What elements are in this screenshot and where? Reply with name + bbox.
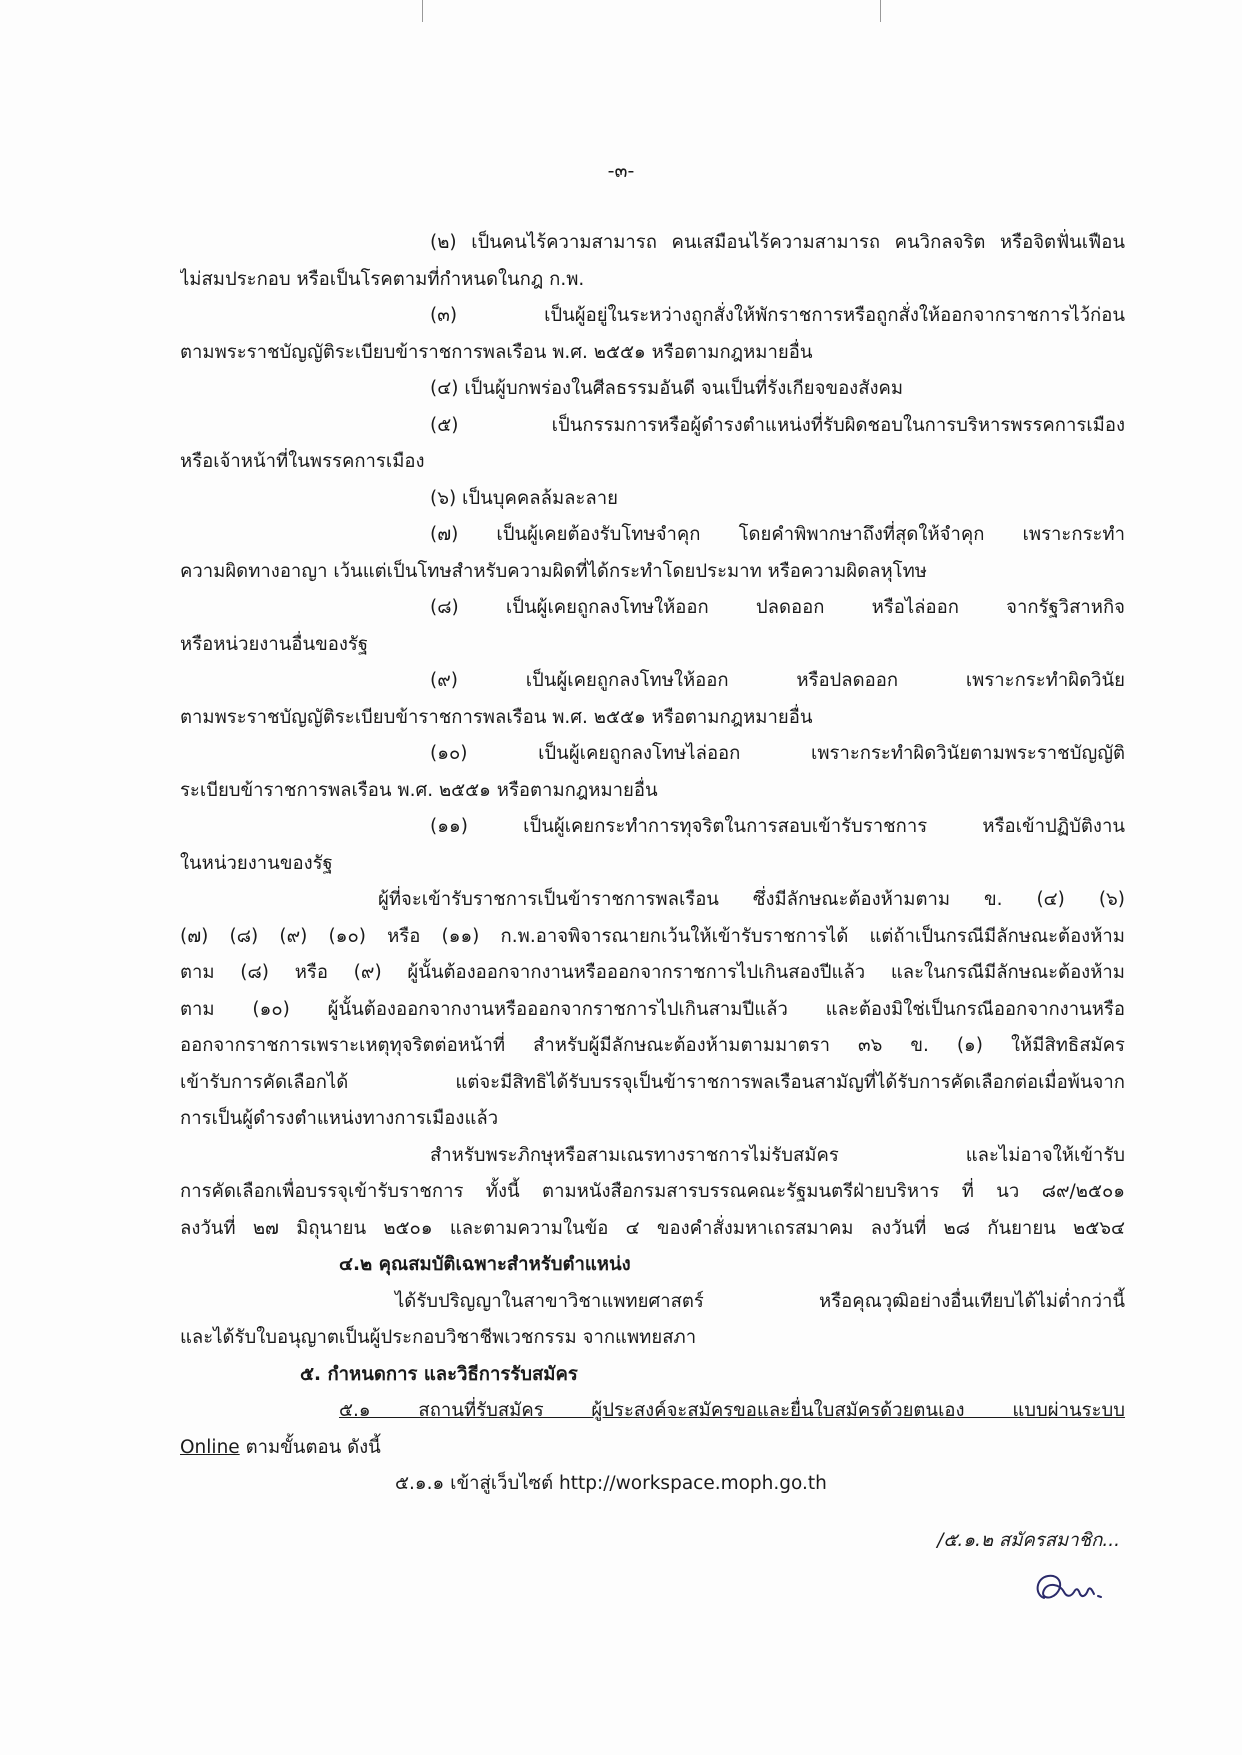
text-line: (๔) เป็นผู้บกพร่องในศีลธรรมอันดี จนเป็นที่รังเกียจของสังคม (430, 378, 904, 399)
text-line: ตามพระราชบัญญัติระเบียบข้าราชการพลเรือน พ.ศ. ๒๕๕๑ หรือตามกฎหมายอื่น (180, 706, 813, 728)
text-line: ความผิดทางอาญา เว้นแต่เป็นโทษสำหรับความผิดที่ได้กระทำโดยประมาท หรือความผิดลหุโทษ (180, 560, 927, 582)
text-line: (๗) (๘) (๙) (๑๐) หรือ (๑๑) ก.พ.อาจพิจารณายกเว้นให้เข้ารับราชการได้ แต่ถ้าเป็นกรณีมีลักษณะต้องห้าม (180, 925, 1125, 947)
text-line: ได้รับปริญญาในสาขาวิชาแพทยศาสตร์ หรือคุณวุฒิอย่างอื่นเทียบได้ไม่ต่ำกว่านี้ (395, 1290, 1125, 1312)
text-line: ตาม (๑๐) ผู้นั้นต้องออกจากงานหรือออกจากราชการไปเกินสามปีแล้ว และต้องมิใช่เป็นกรณีออกจากงานหรือ (180, 998, 1125, 1020)
text-line: ตามพระราชบัญญัติระเบียบข้าราชการพลเรือน พ.ศ. ๒๕๕๑ หรือตามกฎหมายอื่น (180, 341, 813, 363)
text-line: ออกจากราชการเพราะเหตุทุจริตต่อหน้าที่ สำหรับผู้มีลักษณะต้องห้ามตามมาตรา ๓๖ ข. (๑) ให้มีสิทธิสมัคร (180, 1035, 1125, 1056)
text-line: ในหน่วยงานของรัฐ (180, 852, 333, 874)
text-line: หรือเจ้าหน้าที่ในพรรคการเมือง (180, 451, 425, 472)
text-line: ระเบียบข้าราชการพลเรือน พ.ศ. ๒๕๕๑ หรือตามกฎหมายอื่น (180, 779, 658, 801)
text-line: การคัดเลือกเพื่อบรรจุเข้ารับราชการ ทั้งนี้ ตามหนังสือกรมสารบรรณคณะรัฐมนตรีฝ่ายบริหาร ที่ นว ๘๙/๒๕๐๑ (180, 1181, 1125, 1202)
text-line: (๒) เป็นคนไร้ความสามารถ คนเสมือนไร้ความสามารถ คนวิกลจริต หรือจิตฟั่นเฟือน (430, 232, 1125, 253)
online-term: Online (180, 1436, 240, 1458)
document-body (180, 225, 1125, 1503)
text-line: ผู้ที่จะเข้ารับราชการเป็นข้าราชการพลเรือน ซึ่งมีลักษณะต้องห้ามตาม ข. (๔) (๖) (378, 889, 1125, 910)
section-heading: ๔.๒ คุณสมบัติเฉพาะสำหรับตำแหน่ง (339, 1254, 631, 1275)
text-line: (๓) เป็นผู้อยู่ในระหว่างถูกสั่งให้พักราชการหรือถูกสั่งให้ออกจากราชการไว้ก่อน (430, 305, 1125, 326)
scan-edge-mark (422, 0, 423, 22)
text-line: (๕) เป็นกรรมการหรือผู้ดำรงตำแหน่งที่รับผิดชอบในการบริหารพรรคการเมือง (430, 414, 1125, 436)
scan-edge-mark (880, 0, 881, 22)
text-line: ๕.๑.๑ เข้าสู่เว็บไซต์ http://workspace.moph.go.th (395, 1473, 827, 1494)
text-line: สำหรับพระภิกษุหรือสามเณรทางราชการไม่รับสมัคร และไม่อาจให้เข้ารับ (430, 1144, 1125, 1166)
section-heading: ๕. กำหนดการ และวิธีการรับสมัคร (300, 1363, 578, 1385)
text-line: ไม่สมประกอบ หรือเป็นโรคตามที่กำหนดในกฎ ก.พ. (180, 268, 585, 290)
continuation-note: /๕.๑.๒ สมัครสมาชิก... (937, 1530, 1120, 1551)
text-line: (๖) เป็นบุคคลล้มละลาย (430, 487, 618, 509)
text-line (180, 1430, 1125, 1467)
text-line: (๑๐) เป็นผู้เคยถูกลงโทษไล่ออก เพราะกระทำผิดวินัยตามพระราชบัญญัติ (430, 743, 1125, 764)
text-line: (๙) เป็นผู้เคยถูกลงโทษให้ออก หรือปลดออก เพราะกระทำผิดวินัย (430, 670, 1125, 691)
text-line: (๘) เป็นผู้เคยถูกลงโทษให้ออก ปลดออก หรือไล่ออก จากรัฐวิสาหกิจ (430, 597, 1125, 618)
text-span: ตามขั้นตอน ดังนี้ (239, 1436, 381, 1458)
text-line: ตาม (๘) หรือ (๙) ผู้นั้นต้องออกจากงานหรือออกจากราชการไปเกินสองปีแล้ว และในกรณีมีลักษณะต้องห้าม (180, 962, 1125, 983)
page-number: -๓- (607, 160, 635, 182)
signature-mark (1030, 1568, 1112, 1610)
text-line: การเป็นผู้ดำรงตำแหน่งทางการเมืองแล้ว (180, 1108, 499, 1129)
text-line: หรือหน่วยงานอื่นของรัฐ (180, 633, 369, 655)
text-line: ลงวันที่ ๒๗ มิถุนายน ๒๕๐๑ และตามความในข้อ ๔ ของคำสั่งมหาเถรสมาคม ลงวันที่ ๒๘ กันยายน ๒๕๖๔ (180, 1217, 1125, 1239)
text-line: (๗) เป็นผู้เคยต้องรับโทษจำคุก โดยคำพิพากษาถึงที่สุดให้จำคุก เพราะกระทำ (430, 524, 1125, 545)
text-line: ๕.๑ สถานที่รับสมัคร ผู้ประสงค์จะสมัครขอและยื่นใบสมัครด้วยตนเอง แบบผ่านระบบ (339, 1400, 1125, 1421)
text-line: และได้รับใบอนุญาตเป็นผู้ประกอบวิชาชีพเวชกรรม จากแพทยสภา (180, 1327, 697, 1348)
text-line: (๑๑) เป็นผู้เคยกระทำการทุจริตในการสอบเข้ารับราชการ หรือเข้าปฏิบัติงาน (430, 816, 1125, 837)
text-line: เข้ารับการคัดเลือกได้ แต่จะมีสิทธิได้รับบรรจุเป็นข้าราชการพลเรือนสามัญที่ได้รับการคัดเลือกต่อเมื่อพ้นจาก (180, 1071, 1125, 1093)
